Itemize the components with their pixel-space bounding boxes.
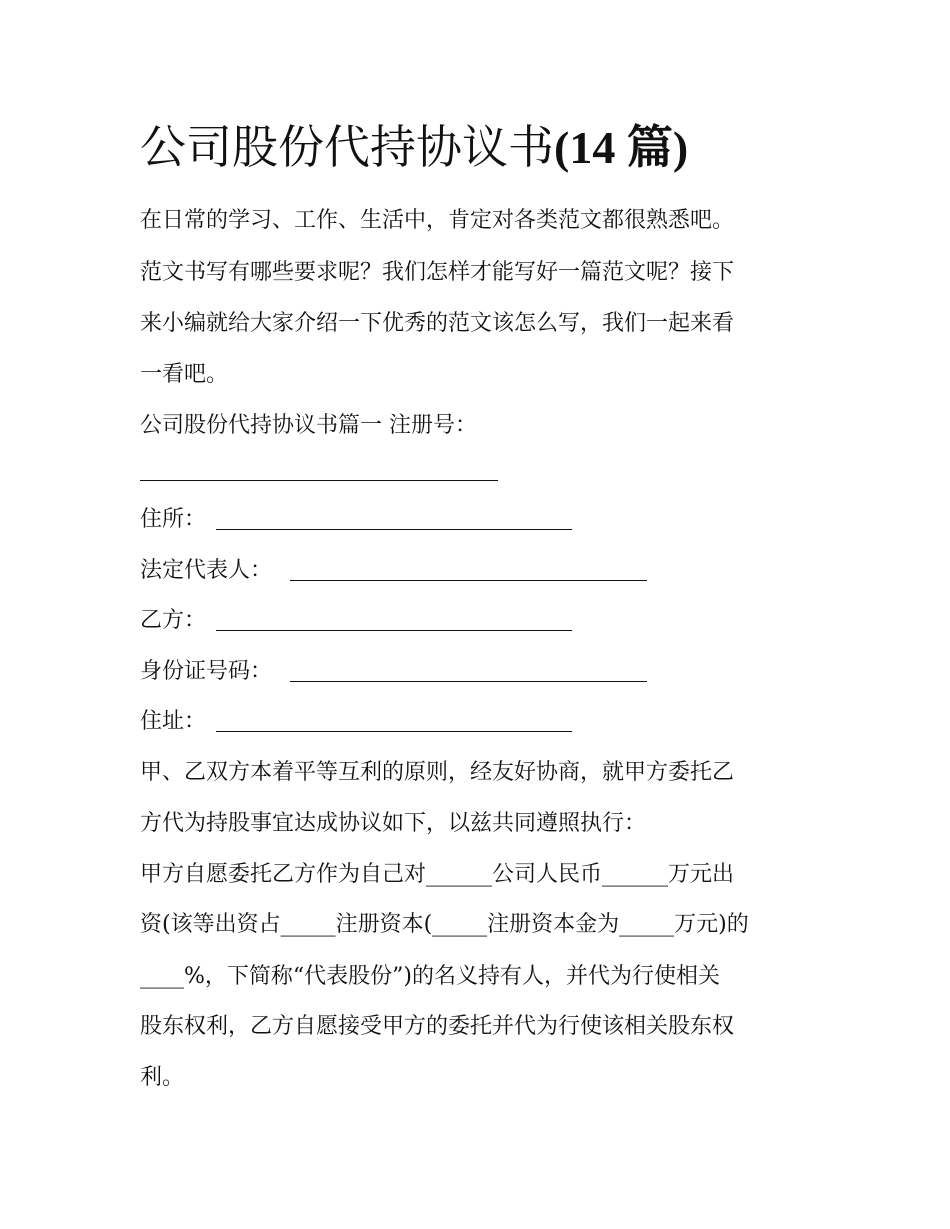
document-title: [140, 116, 688, 179]
legal-representative-blank: [290, 580, 647, 581]
party-b-label: 乙方：: [140, 608, 207, 633]
body-line-3: 甲方自愿委托乙方作为自己对______公司人民币______万元出: [140, 862, 735, 887]
body-line-5: ____%，下简称“代表股份”)的名义持有人，并代为行使相关: [140, 964, 720, 989]
address-label: 住址：: [140, 709, 207, 734]
registration-number-blank: [140, 480, 498, 481]
body-line-1: 甲、乙双方本着平等互利的原则，经友好协商，就甲方委托乙: [140, 760, 735, 785]
body-line-4: 资(该等出资占_____注册资本(_____注册资本金为_____万元)的: [140, 912, 749, 937]
body-line-6: 股东权利，乙方自愿接受甲方的委托并代为行使该相关股东权: [140, 1014, 735, 1039]
id-number-label: 身份证号码：: [140, 659, 273, 684]
intro-line-4: 一看吧。: [140, 362, 229, 387]
party-b-blank: [216, 630, 572, 631]
body-line-2: 方代为持股事宜达成协议如下，以兹共同遵照执行：: [140, 811, 647, 836]
body-line-7: 利。: [140, 1065, 185, 1090]
legal-representative-label: 法定代表人：: [140, 558, 273, 583]
title-main: 公司股份代持协议书: [140, 120, 554, 174]
intro-line-2: 范文书写有哪些要求呢？我们怎样才能写好一篇范文呢？接下: [140, 260, 735, 285]
residence-blank: [216, 529, 572, 530]
title-count: (14 篇): [554, 122, 689, 173]
intro-line-3: 来小编就给大家介绍一下优秀的范文该怎么写，我们一起来看: [140, 311, 735, 336]
address-blank: [216, 731, 572, 732]
section-heading: 公司股份代持协议书篇一 注册号：: [140, 413, 477, 438]
id-number-blank: [290, 681, 647, 682]
intro-line-1: 在日常的学习、工作、生活中，肯定对各类范文都很熟悉吧。: [140, 208, 735, 233]
residence-label: 住所：: [140, 507, 207, 532]
